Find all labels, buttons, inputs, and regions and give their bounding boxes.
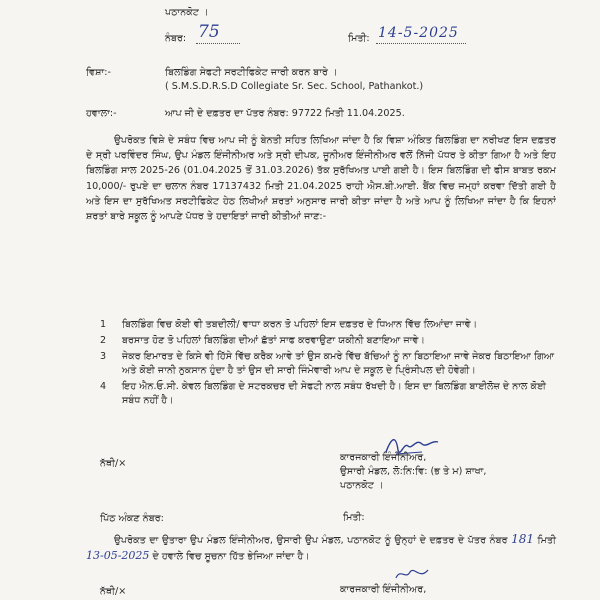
signatory-designation-2: ਕਾਰਜਕਾਰੀ ਇੰਜੀਨੀਅਰ, — [340, 584, 427, 595]
signatory-city-1: ਪਠਾਨਕੋਟ । — [340, 480, 384, 491]
condition-item — [100, 380, 560, 408]
subject-line-1: ਬਿਲਡਿੰਗ ਸੇਫਟੀ ਸਰਟੀਫਿਕੇਟ ਜਾਰੀ ਕਰਨ ਬਾਰੇ । — [165, 67, 338, 78]
endorsement-text-mid: ਮਿਤੀ — [537, 535, 556, 546]
letter-number-value: 75 — [198, 22, 220, 42]
endorsement-text-after: ਦੇ ਹਵਾਲੇ ਵਿਚ ਸੂਚਨਾ ਹਿੱਤ ਭੇਜਿਆ ਜਾਂਦਾ ਹੈ। — [152, 551, 310, 562]
letter-number-label: ਨੰਬਰ: — [165, 33, 187, 44]
endorsement-letter-number: 181 — [511, 532, 534, 546]
condition-number: 3 — [100, 351, 107, 362]
conditions-list — [100, 318, 560, 410]
enclosure-2: ਨੱਥੀ/× — [100, 586, 127, 597]
body-paragraph: ਉਪਰੋਕਤ ਵਿਸ਼ੇ ਦੇ ਸਬੰਧ ਵਿਚ ਆਪ ਜੀ ਨੂੰ ਬੇਨਤੀ ਸਹਿਤ ਲਿਖਿਆ ਜਾਂਦਾ ਹੈ ਕਿ ਵਿਸ਼ਾ ਅੰਕਿਤ ਬਿਲਡਿੰਗ ਦਾ ਨਰੀਖਣ ਇਸ ਦਫ਼ਤਰ ਦੇ ਸ੍ਰੀ ਪਰਵਿੰਦਰ ਸਿੰਘ, ਉਪ ਮੰਡਲ ਇੰਜੀਨੀਅਰ ਅਤੇ ਸ੍ਰੀ ਦੀਪਕ, ਜੂਨੀਅਰ ਇੰਜੀਨੀਅਰ ਵਲੋਂ ਨਿੱਜੀ ਪੱਧਰ ਤੇ ਕੀਤਾ ਗਿਆ ਹੈ ਅਤੇ ਇਹ ਬਿਲਡਿੰਗ ਸਾਲ 2025-26 (01.04.2025 ਤੋਂ 31.03.2026) ਤੱਕ ਸੁਰੱਖਿਅਤ ਪਾਈ ਗਈ ਹੈ। ਇਸ ਬਿਲਡਿੰਗ ਦੀ ਫੀਸ ਬਾਬਤ ਰਕਮ 10,000/- ਰੁਪਏ ਦਾ ਚਲਾਨ ਨੰਬਰ 17137432 ਮਿਤੀ 21.04.2025 ਰਾਹੀ ਐਸ.ਬੀ.ਆਈ. ਬੈਂਕ ਵਿਚ ਜਮ੍ਹਾਂ ਕਰਵਾ ਦਿੱਤੀ ਗਈ ਹੈ ਅਤੇ ਇਸ ਦਾ ਸੁਰੱਖਿਅਤ ਸਰਟੀਫਿਕੇਟ ਹੇਠ ਲਿਖੀਆਂ ਸ਼ਰਤਾਂ ਅਨੁਸਾਰ ਜਾਰੀ ਕੀਤਾ ਜਾਂਦਾ ਹੈ ਅਤੇ ਆਪ ਨੂੰ ਲਿਖਿਆ ਜਾਂਦਾ ਹੈ ਕਿ ਇਹਨਾਂ ਸ਼ਰਤਾਂ ਬਾਰੇ ਸਕੂਲ ਨੂੰ ਆਪਣੇ ਪੱਧਰ ਤੇ ਹਦਾਇਤਾਂ ਜਾਰੀ ਕੀਤੀਆਂ ਜਾਣ:- — [86, 135, 556, 223]
condition-text: ਬਰਸਾਤ ਹੋਣ ਤੋ ਪਹਿਲਾਂ ਬਿਲਡਿੰਗ ਦੀਆਂ ਛੱਤਾਂ ਸਾਫ ਕਰਵਾਉਣਾ ਯਕੀਨੀ ਬਣਾਇਆ ਜਾਵੇ। — [122, 335, 425, 346]
date-underline — [376, 43, 466, 44]
signatory-office-1: ਉਸਾਰੀ ਮੰਡਲ, ਲੋ:ਨਿ:ਵਿ: (ਭ ਤੇ ਮ) ਸ਼ਾਖਾ, — [340, 466, 487, 477]
condition-item — [100, 334, 560, 348]
condition-text: ਜੇਕਰ ਇਮਾਰਤ ਦੇ ਕਿਸੇ ਵੀ ਹਿੱਸੇ ਵਿੱਚ ਕਰੈਕ ਆਵੇ ਤਾਂ ਉਸ ਕਮਰੇ ਵਿੱਚ ਬੱਚਿਆਂ ਨੂੰ ਨਾ ਬਿਠਾਇਆ ਜਾਵੇ ਜੇਕਰ ਬਿਠਾਇਆ ਗਿਆ ਅਤੇ ਕੋਈ ਜਾਨੀ ਨੁਕਸਾਨ ਹੁੰਦਾ ਹੈ ਤਾਂ ਉਸ ਦੀ ਸਾਰੀ ਜਿੰਮੇਵਾਰੀ ਆਪ ਦੇ ਸਕੂਲ ਦੇ ਪ੍ਰਿੰਸੀਪਲ ਦੀ ਹੋਵੇਗੀ। — [122, 351, 555, 376]
condition-number: 4 — [100, 381, 107, 392]
condition-item — [100, 350, 560, 378]
subject-label: ਵਿਸ਼ਾ:- — [86, 67, 111, 78]
signatory-designation-1: ਕਾਰਜਕਾਰੀ ਇੰਜੀਨੀਅਰ, — [340, 452, 427, 463]
condition-number: 2 — [100, 335, 107, 346]
enclosure-1: ਨੱਥੀ/× — [100, 458, 127, 469]
endorsement-date-label: ਮਿਤੀ: — [343, 512, 365, 523]
condition-text: ਬਿਲਡਿੰਗ ਵਿਚ ਕੋਈ ਵੀ ਤਬਦੀਲੀ/ ਵਾਧਾ ਕਰਨ ਤੋ ਪਹਿਲਾਂ ਇਸ ਦਫ਼ਤਰ ਦੇ ਧਿਆਨ ਵਿੱਚ ਲਿਆਂਦਾ ਜਾਵੇ। — [122, 319, 478, 330]
letter-date-value: 14-5-2025 — [378, 25, 459, 41]
endorsement-paragraph — [86, 532, 556, 564]
number-underline — [196, 43, 240, 44]
signature-scribble-2 — [392, 566, 432, 584]
letter-date-label: ਮਿਤੀ: — [348, 33, 370, 44]
office-city-top: ਪਠਾਨਕੋਟ । — [165, 7, 209, 18]
endorsement-letter-date: 13-05-2025 — [86, 549, 150, 562]
condition-item — [100, 318, 560, 332]
reference-label: ਹਵਾਲਾ:- — [86, 108, 117, 119]
subject-line-2: ( S.M.S.D.R.S.D Collegiate Sr. Sec. School, Pathankot.) — [165, 81, 424, 92]
condition-text: ਇਹ ਐਨ.ਓ.ਸੀ. ਕੇਵਲ ਬਿਲਡਿੰਗ ਦੇ ਸਟਰਕਚਰ ਦੀ ਸੇਫਟੀ ਨਾਲ ਸਬੰਧ ਰੱਖਦੀ ਹੈ। ਇਸ ਦਾ ਬਿਲਡਿੰਗ ਬਾਈਲੋਜ਼ ਦੇ ਨਾਲ ਕੋਈ ਸਬੰਧ ਨਹੀਂ ਹੈ। — [122, 381, 547, 406]
condition-number: 1 — [100, 319, 107, 330]
reference-text: ਆਪ ਜੀ ਦੇ ਦਫ਼ਤਰ ਦਾ ਪੱਤਰ ਨੰਬਰ: 97722 ਮਿਤੀ 11.04.2025. — [165, 108, 405, 119]
endorsement-number-label: ਪਿੱਠ ਅੰਕਣ ਨੰਬਰ: — [100, 513, 164, 524]
endorsement-text-before: ਉਪਰੋਕਤ ਦਾ ਉਤਾਰਾ ਉਪ ਮੰਡਲ ਇੰਜੀਨੀਅਰ, ਉਸਾਰੀ ਉਪ ਮੰਡਲ, ਪਠਾਨਕੋਟ ਨੂੰ ਉਨ੍ਹਾਂ ਦੇ ਦਫ਼ਤਰ ਦੇ ਪੱਤਰ ਨੰਬਰ — [114, 535, 508, 546]
